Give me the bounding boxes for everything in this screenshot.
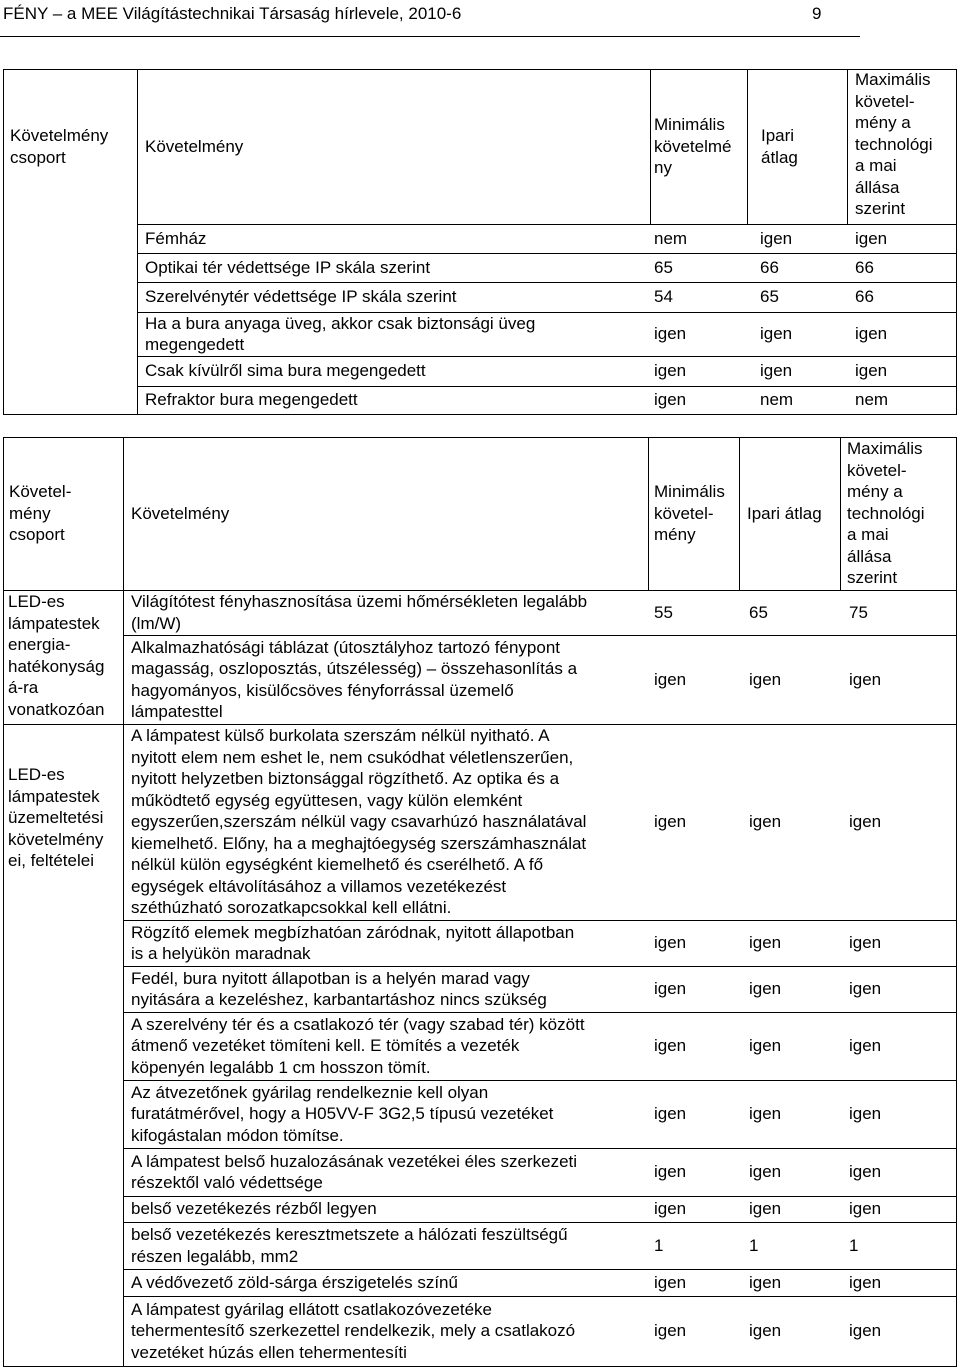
table1-header-group-line: csoport: [10, 147, 66, 167]
table1-header-min-line: követelmé: [654, 136, 732, 156]
table1-header-max-line: a mai: [855, 156, 897, 176]
table1-header-avg-line: Ipari: [761, 126, 795, 145]
table1-row-5-avg: nem: [760, 390, 794, 410]
table2-group-operation-line: lámpatestek: [8, 786, 100, 806]
table2-row-3-min: igen: [654, 933, 687, 953]
table1-row-2-requirement: [145, 286, 457, 308]
table-border: [840, 437, 841, 591]
table2-group-operation: [8, 764, 103, 872]
table2-header-max-line: állása: [847, 546, 892, 566]
table2-row-4-requirement-line: Fedél, bura nyitott állapotban is a helyén marad vagy: [131, 968, 530, 988]
table2-row-5-min: igen: [654, 1036, 687, 1056]
table1-row-5-max: nem: [855, 390, 889, 410]
table2-row-0-requirement-line: (lm/W): [131, 613, 182, 633]
table2-row-2-requirement-line: A lámpatest külső burkolata szerszám nélkül nyitható. A: [131, 726, 550, 746]
table2-row-3-max: igen: [849, 933, 882, 953]
table2-header-max-line: a mai: [847, 525, 889, 545]
table1-row-4-requirement-line: Csak kívülről sima bura megengedett: [145, 361, 426, 381]
table2-header-min: [654, 481, 725, 546]
table1-row-5-requirement-line: Refraktor bura megengedett: [145, 390, 358, 410]
table2-row-2-requirement-line: kiemelhető. Előny, ha a meghajtóegység szerszámhasználat: [131, 833, 587, 853]
table-border: [3, 437, 957, 438]
table1-row-0-max: igen: [855, 228, 888, 248]
table2-row-9-requirement: [131, 1224, 568, 1267]
table2-row-6-max: igen: [849, 1104, 882, 1124]
table2-row-7-requirement-line: részektől való védettsége: [131, 1173, 323, 1192]
table2-row-4-min: igen: [654, 979, 687, 999]
table2-row-10-avg: igen: [749, 1272, 782, 1292]
table2-row-1-requirement-line: magasság, oszloposztás, útszélesség) – összehasonlítás a: [131, 659, 578, 678]
table2-group-operation-line: ei, feltételei: [8, 851, 94, 870]
table1-row-5-min: igen: [654, 390, 687, 410]
table2-row-6-requirement-line: kifogástalan módon tömítse.: [131, 1125, 344, 1145]
table2-row-1-requirement-line: hagyományos, kisülőcsöves fényforrással üzemelő: [131, 680, 514, 700]
table1-header-group-line: Követelmény: [10, 126, 109, 145]
table2-row-2-requirement-line: nyitott elem nem eshet le, nem csukódhat véletlenszerűen,: [131, 747, 574, 767]
table2-row-11-requirement-line: tehermentesítő szerkezettel rendelkezik, mely a csatlakozó: [131, 1321, 576, 1341]
page-header: [0, 0, 860, 37]
table-border: [3, 414, 957, 415]
table2-row-5-requirement: [131, 1014, 585, 1079]
table2-header-avg: Ipari átlag: [747, 503, 822, 523]
table2-header-requirement: Követelmény: [131, 503, 230, 523]
table2-row-9-avg: 1: [749, 1235, 759, 1255]
table2-row-11-requirement-line: A lámpatest gyárilag ellátott csatlakozóvezetéke: [131, 1299, 492, 1319]
table2-row-10-min: igen: [654, 1272, 687, 1292]
table2-row-4-avg: igen: [749, 979, 782, 999]
table2-header-max: [847, 438, 925, 589]
table2-header-max-line: mény a: [847, 482, 903, 502]
table-border: [137, 356, 957, 357]
table1-row-4-requirement: [145, 360, 426, 382]
table1-row-3-requirement-line: Ha a bura anyaga üveg, akkor csak biztonsági üveg: [145, 313, 536, 333]
table1-row-2-requirement-line: Szerelvénytér védettsége IP skála szerint: [145, 287, 457, 307]
table2-header-min-line: mény: [654, 525, 696, 545]
table2-group-energy-line: vonatkozóan: [8, 699, 105, 719]
table2-header-max-line: követel-: [847, 460, 907, 480]
table2-row-8-requirement-line: belső vezetékezés rézből legyen: [131, 1199, 377, 1219]
table1-header-max-line: követel-: [855, 91, 915, 111]
table2-row-2-requirement-line: egyszerűen,szerszám nélkül vagy csavarhúzó használatával: [131, 812, 587, 832]
table1-row-3-requirement: [145, 313, 535, 356]
table2-row-2-max: igen: [849, 812, 882, 832]
table1-row-3-requirement-line: megengedett: [145, 335, 245, 354]
table2-row-0-avg: 65: [749, 602, 768, 622]
table1-row-4-max: igen: [855, 361, 888, 381]
table-border: [648, 437, 649, 591]
table2-header-group-line: csoport: [9, 525, 65, 545]
table2-row-7-avg: igen: [749, 1162, 782, 1182]
table2-row-10-requirement: [131, 1272, 458, 1294]
table1-row-2-min: 54: [654, 287, 673, 307]
table2-header-group-line: mény: [9, 503, 51, 523]
table2-row-6-requirement-line: furatátmérővel, hogy a H05VV-F 3G2,5 típusú vezetéket: [131, 1104, 554, 1124]
table2-row-7-max: igen: [849, 1162, 882, 1182]
table1-header-min-line: ny: [654, 158, 672, 178]
table2-row-8-max: igen: [849, 1199, 882, 1219]
table1-row-4-min: igen: [654, 361, 687, 381]
table-border: [3, 69, 4, 415]
newsletter-title: FÉNY – a MEE Világítástechnikai Társaság hírlevele, 2010-6: [3, 4, 462, 23]
table-border: [123, 437, 124, 1367]
table2-row-5-avg: igen: [749, 1036, 782, 1056]
table2-row-6-avg: igen: [749, 1104, 782, 1124]
table-border: [3, 1366, 957, 1367]
table1-header-max-line: mény a: [855, 113, 911, 133]
table2-header-min-line: Minimális: [654, 482, 725, 502]
table2-group-energy-line: á-ra: [8, 678, 39, 697]
table-border: [123, 1269, 957, 1270]
table2-row-2-requirement-line: egységek eltávolításához a villamos vezetékezést: [131, 876, 507, 896]
table2-group-operation-line: követelmény: [8, 829, 104, 849]
table2-row-0-max: 75: [849, 602, 868, 622]
table2-row-6-requirement-line: Az átvezetőnek gyárilag rendelkeznie kell olyan: [131, 1082, 489, 1102]
table1-header-avg-line: átlag: [761, 147, 798, 167]
table1-row-2-max: 66: [855, 287, 874, 307]
table-border: [123, 1196, 957, 1197]
table-border: [137, 282, 957, 283]
table2-row-0-requirement-line: Világítótest fényhasznosítása üzemi hőmérsékleten legalább: [131, 592, 588, 611]
table2-row-5-requirement-line: A szerelvény tér és a csatlakozó tér (vagy szabad tér) között: [131, 1014, 585, 1034]
table2-row-2-min: igen: [654, 812, 687, 832]
table2-row-5-max: igen: [849, 1036, 882, 1056]
table2-header-min-line: követel-: [654, 503, 714, 523]
table1-header-max-line: szerint: [855, 199, 906, 219]
table-border: [3, 437, 4, 1367]
table1-row-1-avg: 66: [760, 257, 779, 277]
table2-row-1-requirement: [131, 637, 577, 723]
table2-header-max-line: technológi: [847, 503, 925, 523]
table-border: [137, 224, 957, 225]
table2-group-energy-line: energia-: [8, 635, 71, 654]
table2-row-4-requirement-line: nyitására a kezeléshez, karbantartáshoz nincs szükség: [131, 990, 547, 1009]
table-border: [123, 1296, 957, 1297]
table1-header-min: [654, 114, 731, 179]
table2-row-7-requirement: [131, 1151, 577, 1194]
table2-row-6-min: igen: [654, 1104, 687, 1124]
table2-row-2-requirement-line: nyitott helyzetben biztonsággal rögzíthető. Az optika és a: [131, 769, 560, 789]
table2-group-energy-line: lámpatestek: [8, 613, 100, 633]
table2-row-8-avg: igen: [749, 1199, 782, 1219]
table2-row-3-requirement-line: is a helyükön maradnak: [131, 944, 311, 963]
table1-row-1-requirement: [145, 257, 430, 279]
table2-row-10-requirement-line: A védővezető zöld-sárga érszigetelés színű: [131, 1272, 458, 1292]
table2-row-2-requirement: [131, 725, 586, 919]
table2-row-1-requirement-line: lámpatesttel: [131, 702, 223, 721]
table2-row-0-requirement: [131, 591, 587, 634]
table2-row-9-min: 1: [654, 1235, 664, 1255]
table-border: [747, 69, 748, 225]
table2-row-7-min: igen: [654, 1162, 687, 1182]
table2-row-0-min: 55: [654, 602, 673, 622]
table2-row-11-requirement: [131, 1299, 575, 1364]
table2-row-2-requirement-line: működtető egység együttesen, vagy külön elemként: [131, 790, 523, 810]
table2-row-3-requirement: [131, 922, 574, 965]
table2-row-1-min: igen: [654, 669, 687, 689]
table2-row-3-requirement-line: Rögzítő elemek megbízhatóan záródnak, nyitott állapotban: [131, 922, 575, 942]
table1-header-group: [10, 125, 108, 168]
table2-row-5-requirement-line: köpenyén legalább 1 cm hosszon tömít.: [131, 1057, 431, 1077]
table2-row-9-requirement-line: belső vezetékezés keresztmetszete a hálózati feszültségű: [131, 1225, 568, 1244]
table2-row-11-avg: igen: [749, 1321, 782, 1341]
table2-row-9-requirement-line: részen legalább, mm2: [131, 1246, 299, 1266]
table2-header-group: [9, 481, 71, 546]
table1-header-avg: [761, 125, 798, 168]
table-border: [3, 69, 957, 70]
table1-header-max-line: technológi: [855, 134, 933, 154]
table2-group-energy-line: LED-es: [8, 592, 65, 611]
table2-row-11-min: igen: [654, 1321, 687, 1341]
page-number: 9: [812, 4, 822, 23]
table2-row-2-avg: igen: [749, 812, 782, 832]
table1-header-max: [855, 69, 933, 220]
table-border: [137, 69, 138, 415]
table-border: [956, 437, 957, 1367]
table2-row-1-avg: igen: [749, 669, 782, 689]
table1-row-3-max: igen: [855, 324, 888, 344]
table2-group-energy-line: hatékonyság: [8, 656, 105, 676]
table1-header-max-line: Maximális: [855, 70, 931, 90]
table2-header-max-line: Maximális: [847, 439, 923, 459]
table1-row-3-avg: igen: [760, 324, 793, 344]
table1-row-2-avg: 65: [760, 287, 779, 307]
table2-row-8-requirement: [131, 1198, 377, 1220]
table1-row-0-avg: igen: [760, 228, 793, 248]
table1-header-min-line: Minimális: [654, 115, 725, 135]
table-border: [137, 386, 957, 387]
table-border: [123, 1222, 957, 1223]
table2-row-3-avg: igen: [749, 933, 782, 953]
table-border: [956, 69, 957, 415]
table1-row-5-requirement: [145, 389, 358, 411]
table2-header-group-line: Követel-: [9, 482, 72, 502]
table2-row-5-requirement-line: átmenő vezetéket tömíteni kell. E tömítés a vezeték: [131, 1036, 520, 1056]
table2-row-1-max: igen: [849, 669, 882, 689]
table-border: [650, 69, 651, 225]
table2-header-max-line: szerint: [847, 568, 898, 588]
table2-row-8-min: igen: [654, 1199, 687, 1219]
table2-row-2-requirement-line: széthúzható sorozatkapcsokkal kell ellátni.: [131, 898, 452, 918]
table2-group-operation-line: üzemeltetési: [8, 808, 104, 827]
table1-header-max-line: állása: [855, 177, 900, 197]
table2-group-energy: [8, 591, 104, 720]
table2-row-1-requirement-line: Alkalmazhatósági táblázat (útosztályhoz tartozó fénypont: [131, 637, 561, 657]
table1-row-0-min: nem: [654, 228, 688, 248]
table2-row-11-requirement-line: vezetéket húzás ellen tehermentesíti: [131, 1342, 407, 1362]
table2-row-7-requirement-line: A lámpatest belső huzalozásának vezetékei éles szerkezeti: [131, 1151, 578, 1171]
table1-row-1-min: 65: [654, 257, 673, 277]
table1-header-requirement: Követelmény: [145, 136, 244, 156]
table2-row-2-requirement-line: nélkül külön egységként kiemelhető és cserélhető. A fő: [131, 855, 544, 875]
table2-row-4-requirement: [131, 968, 547, 1011]
table2-row-10-max: igen: [849, 1272, 882, 1292]
table2-row-4-max: igen: [849, 979, 882, 999]
table1-row-0-requirement: [145, 228, 206, 250]
table2-group-operation-line: LED-es: [8, 765, 65, 784]
table1-row-1-max: 66: [855, 257, 874, 277]
table2-row-11-max: igen: [849, 1321, 882, 1341]
table-border: [739, 437, 740, 591]
table-border: [847, 69, 848, 225]
table-border: [123, 1148, 957, 1149]
table1-row-4-avg: igen: [760, 361, 793, 381]
table1-row-0-requirement-line: Fémház: [145, 228, 207, 248]
table2-row-6-requirement: [131, 1082, 553, 1147]
table1-row-1-requirement-line: Optikai tér védettsége IP skála szerint: [145, 257, 431, 277]
table1-row-3-min: igen: [654, 324, 687, 344]
table-border: [137, 253, 957, 254]
table2-row-9-max: 1: [849, 1235, 859, 1255]
